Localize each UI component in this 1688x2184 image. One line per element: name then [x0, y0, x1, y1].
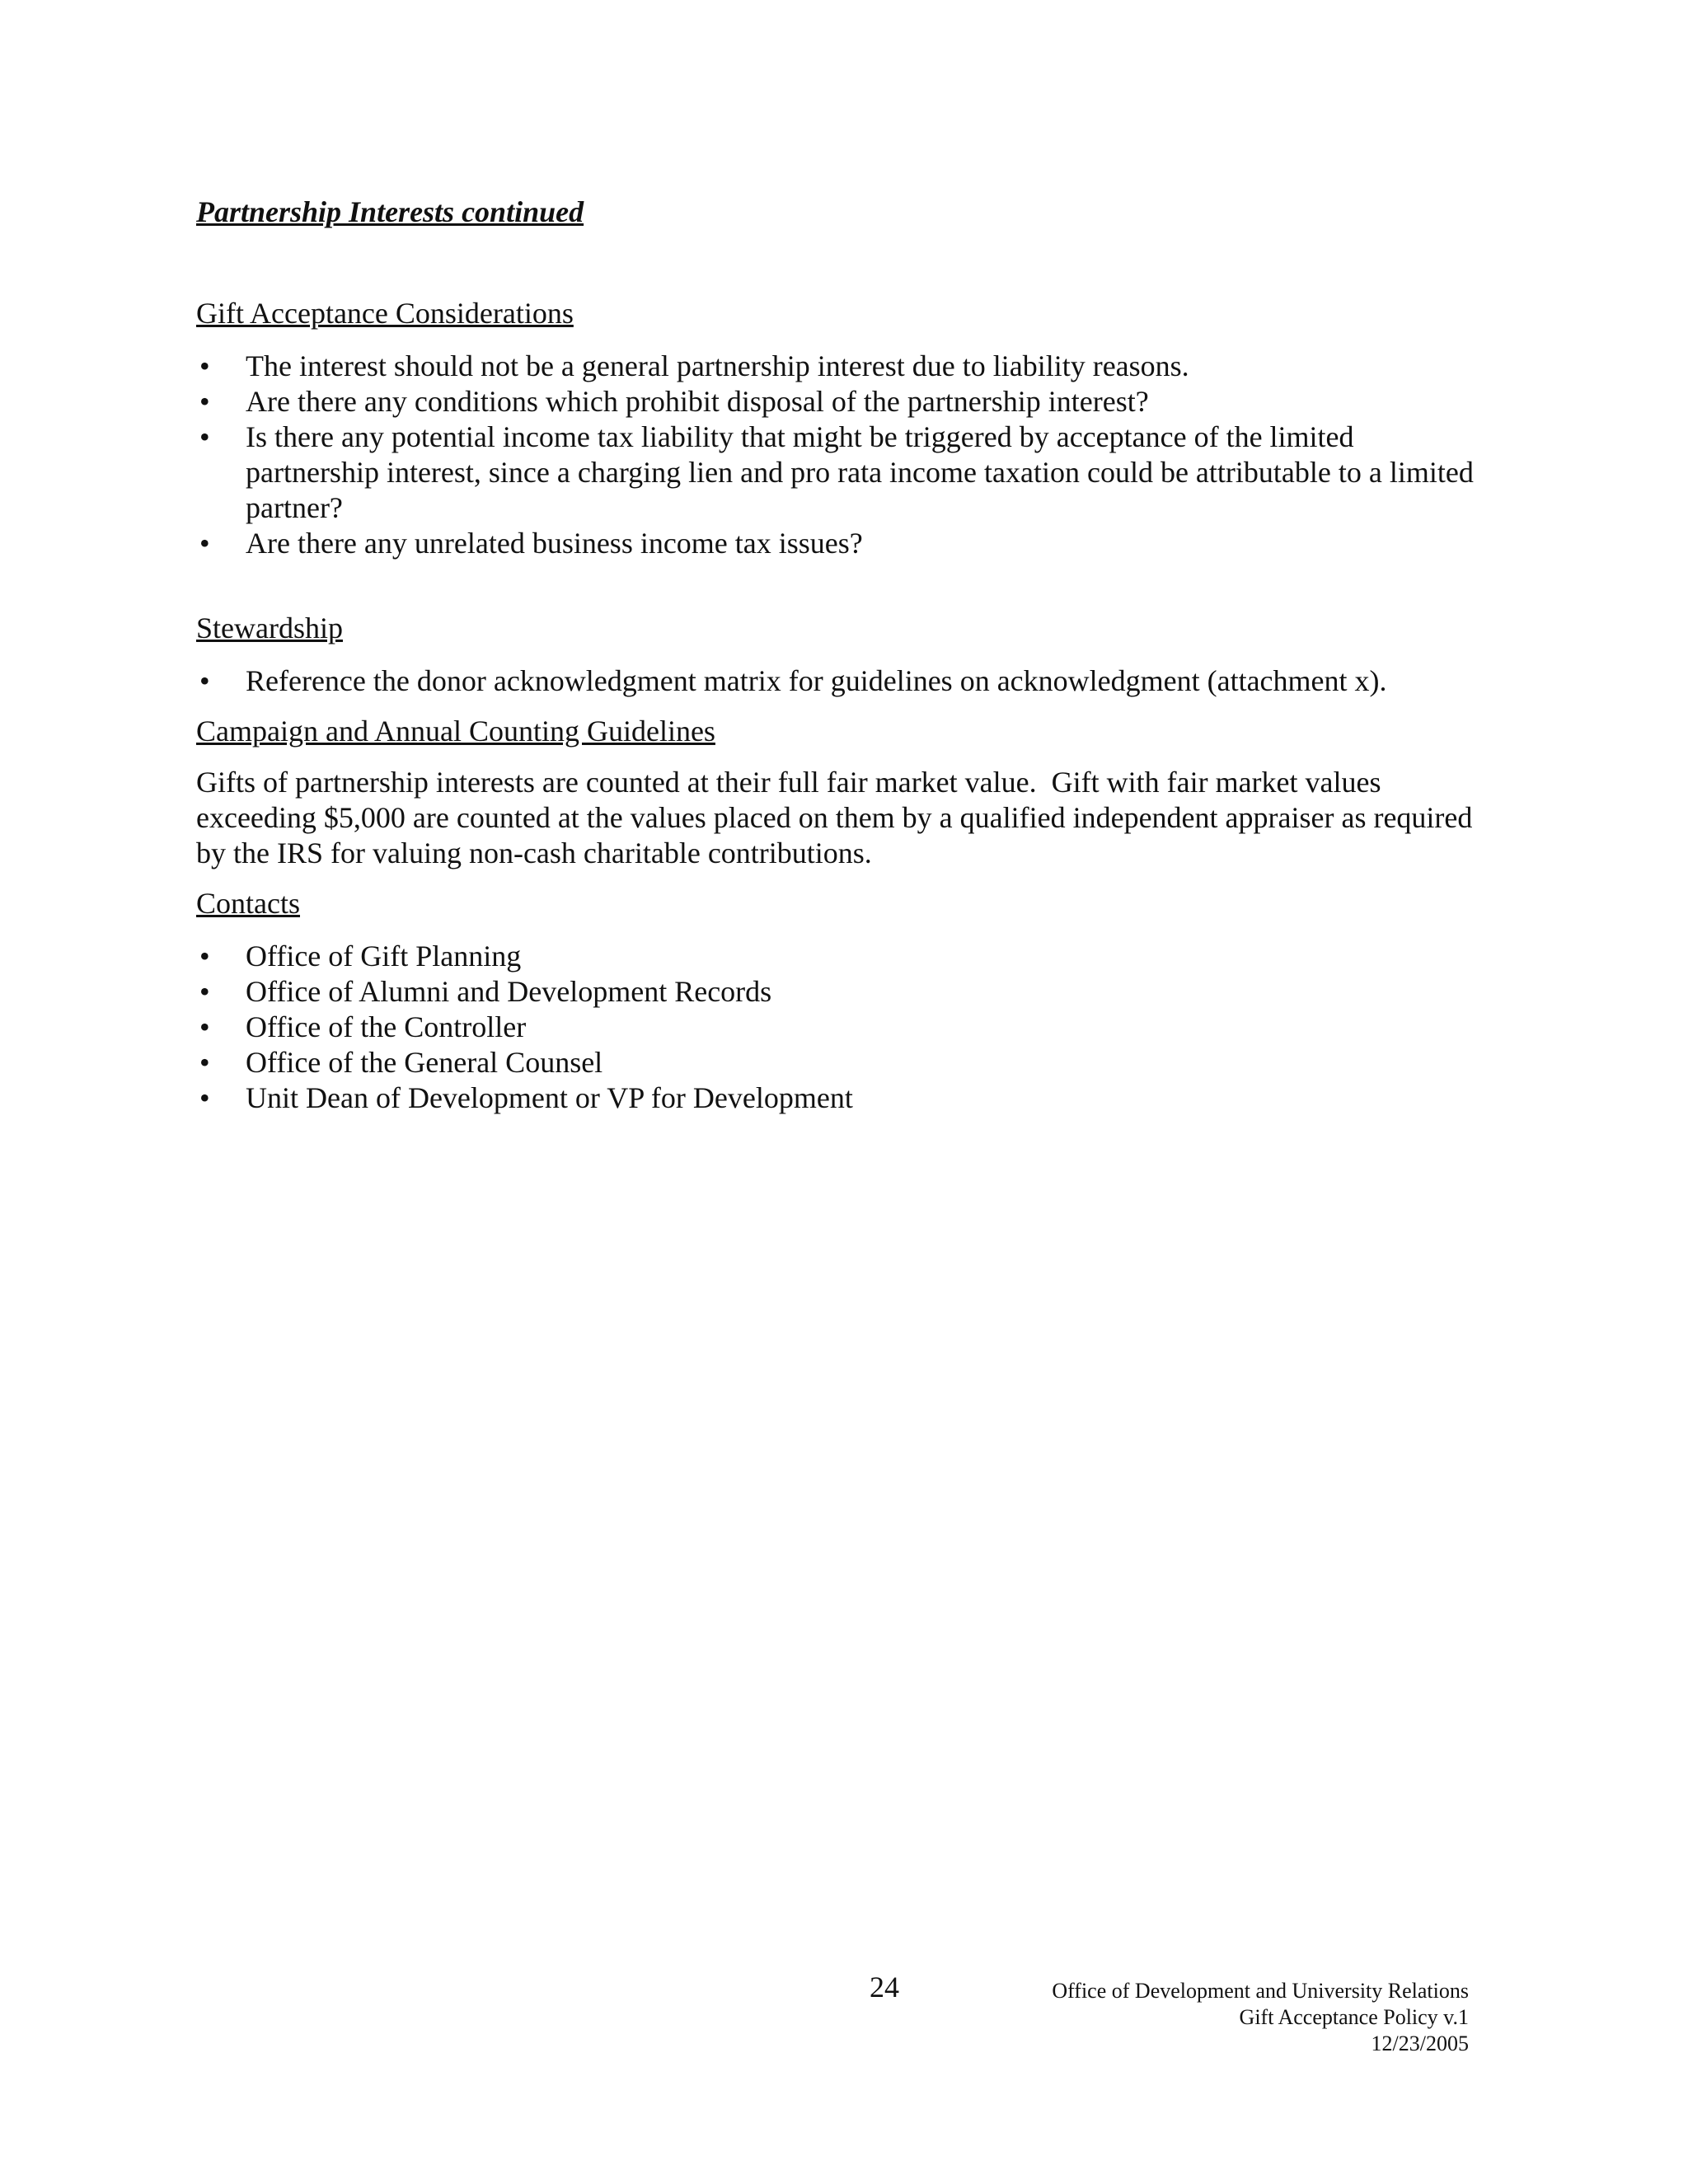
footer-date: 12/23/2005	[1371, 2032, 1469, 2055]
bullet-icon: •	[199, 940, 210, 972]
list-item-text: Is there any potential income tax liability that might be triggered by acceptance of the limited partnership interest, since a charging lien and pro rata income taxation could be attributable to a limited partner?	[246, 420, 1474, 524]
footer-office: Office of Development and University Relations	[1052, 1979, 1469, 2003]
list-item-text: Office of Alumni and Development Records	[246, 975, 772, 1008]
list-item-text: The interest should not be a general partnership interest due to liability reasons.	[246, 349, 1189, 382]
footer-info	[1052, 1978, 1469, 2057]
list-item	[196, 1045, 1482, 1080]
footer-policy: Gift Acceptance Policy v.1	[1239, 2005, 1469, 2029]
list-item	[196, 974, 1482, 1010]
bullet-icon: •	[199, 975, 210, 1008]
section-heading-gift-acceptance: Gift Acceptance Considerations	[196, 297, 574, 330]
gift-acceptance-list	[196, 349, 1482, 561]
counting-guidelines-paragraph: Gifts of partnership interests are counted at their full fair market value. Gift with fair market values exceeding $5,000 are counted at the values placed on them by a qualified independent appraiser as required by the IRS for valuing non-cash charitable contributions.	[196, 766, 1480, 869]
section-heading-contacts: Contacts	[196, 887, 300, 920]
document-content	[196, 194, 1482, 1116]
list-item	[196, 419, 1482, 526]
bullet-icon: •	[199, 1081, 210, 1114]
list-item-text: Are there any unrelated business income tax issues?	[246, 527, 863, 560]
stewardship-list	[196, 663, 1482, 699]
bullet-icon: •	[199, 527, 210, 560]
list-item	[196, 939, 1482, 974]
page-number: 24	[870, 1971, 899, 2004]
page-title: Partnership Interests continued	[196, 195, 584, 228]
list-item-text: Are there any conditions which prohibit disposal of the partnership interest?	[246, 385, 1149, 418]
list-item	[196, 1080, 1482, 1116]
bullet-icon: •	[199, 1010, 210, 1043]
list-item-text: Unit Dean of Development or VP for Development	[246, 1081, 853, 1114]
bullet-icon: •	[199, 349, 210, 382]
list-item	[196, 526, 1482, 561]
section-heading-counting-guidelines: Campaign and Annual Counting Guidelines	[196, 715, 715, 748]
list-item-text: Office of Gift Planning	[246, 940, 522, 972]
list-item-text: Reference the donor acknowledgment matrix for guidelines on acknowledgment (attachment x).	[246, 664, 1387, 697]
contacts-list	[196, 939, 1482, 1116]
bullet-icon: •	[199, 420, 210, 453]
section-heading-stewardship: Stewardship	[196, 612, 343, 644]
list-item-text: Office of the Controller	[246, 1010, 527, 1043]
list-item	[196, 349, 1482, 384]
list-item-text: Office of the General Counsel	[246, 1046, 603, 1079]
bullet-icon: •	[199, 664, 210, 697]
bullet-icon: •	[199, 385, 210, 418]
list-item	[196, 663, 1482, 699]
list-item	[196, 1010, 1482, 1045]
bullet-icon: •	[199, 1046, 210, 1079]
list-item	[196, 384, 1482, 419]
